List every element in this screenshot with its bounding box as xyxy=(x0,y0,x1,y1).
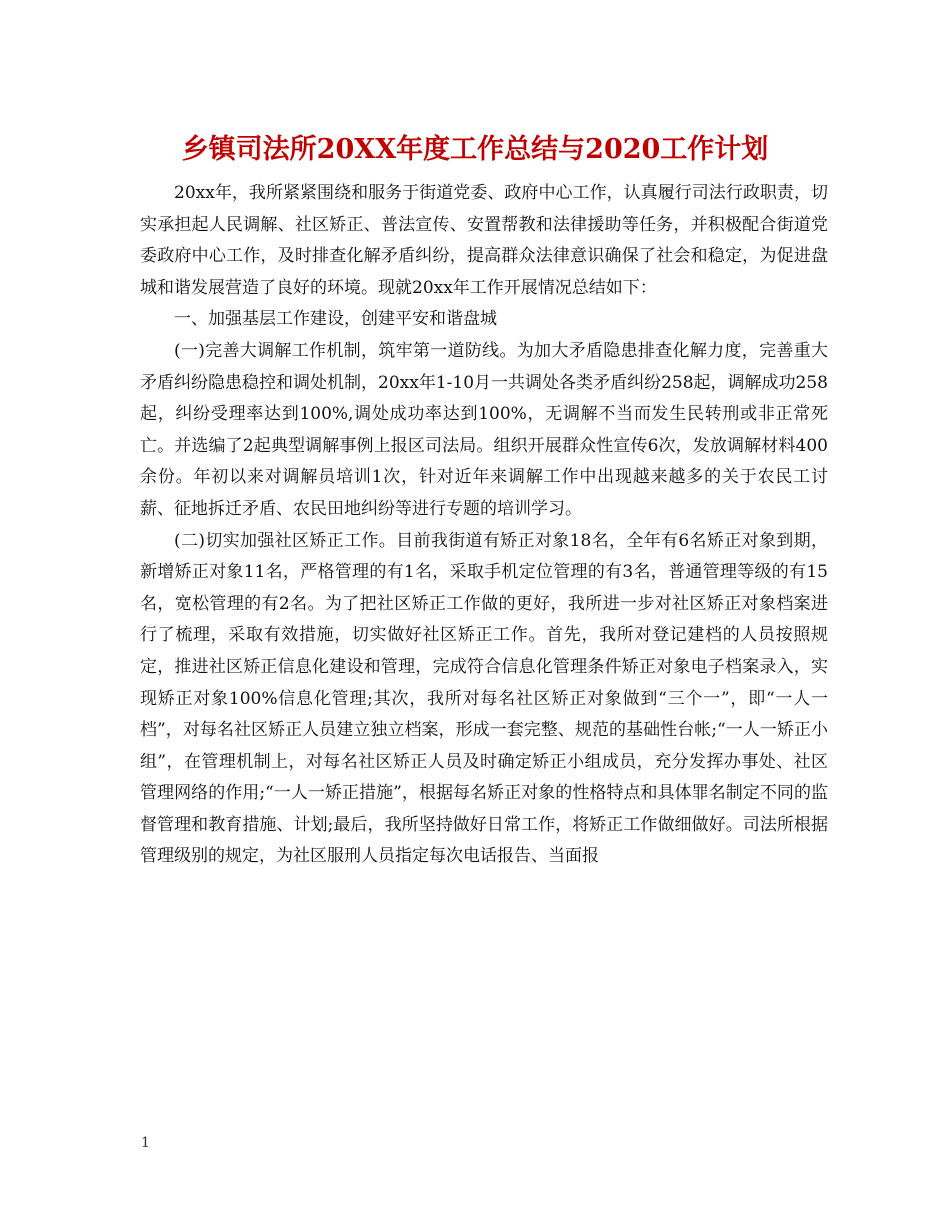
paragraph-mediation: (一)完善大调解工作机制，筑牢第一道防线。为加大矛盾隐患排查化解力度，完善重大矛盾纠纷隐患稳控和调处机制，20xx年1-10月一共调处各类矛盾纠纷258起，调解成功258起，纠纷受理率达到100%,调处成功率达到100%，无调解不当而发生民转刑或非正常死亡。并选编了2起典型调解事例上报区司法局。组织开展群众性宣传6次，发放调解材料400余份。年初以来对调解员培训1次，针对近年来调解工作中出现越来越多的关于农民工讨薪、征地拆迁矛盾、农民田地纠纷等进行专题的培训学习。 xyxy=(140,340,828,519)
paragraph-intro: 20xx年，我所紧紧围绕和服务于街道党委、政府中心工作，认真履行司法行政职责，切实承担起人民调解、社区矫正、普法宣传、安置帮教和法律援助等任务，并积极配合街道党委政府中心工作，及时排查化解矛盾纠纷，提高群众法律意识确保了社会和稳定，为促进盘城和谐发展营造了良好的环境。现就20xx年工作开展情况总结如下： xyxy=(140,183,828,298)
page-number: 1 xyxy=(141,1135,150,1151)
document-body xyxy=(140,178,828,873)
document-title: 乡镇司法所20XX年度工作总结与2020工作计划 xyxy=(181,134,769,165)
section-heading-1: 一、加强基层工作建设，创建平安和谐盘城 xyxy=(174,309,497,330)
paragraph-correction: (二)切实加强社区矫正工作。目前我街道有矫正对象18名，全年有6名矫正对象到期，新增矫正对象11名，严格管理的有1名，采取手机定位管理的有3名，普通管理等级的有15名，宽松管理的有2名。为了把社区矫正工作做的更好，我所进一步对社区矫正对象档案进行了梳理，采取有效措施，切实做好社区矫正工作。首先，我所对登记建档的人员按照规定，推进社区矫正信息化建设和管理，完成符合信息化管理条件矫正对象电子档案录入，实现矫正对象100%信息化管理;其次，我所对每名社区矫正对象做到“三个一”，即“一人一档”，对每名社区矫正人员建立独立档案，形成一套完整、规范的基础性台帐;“一人一矫正小组”，在管理机制上，对每名社区矫正人员及时确定矫正小组成员，充分发挥办事处、社区管理网络的作用;“一人一矫正措施”，根据每名矫正对象的性格特点和具体罪名制定不同的监督管理和教育措施、计划;最后，我所坚持做好日常工作，将矫正工作做细做好。司法所根据管理级别的规定，为社区服刑人员指定每次电话报告、当面报 xyxy=(140,530,828,867)
